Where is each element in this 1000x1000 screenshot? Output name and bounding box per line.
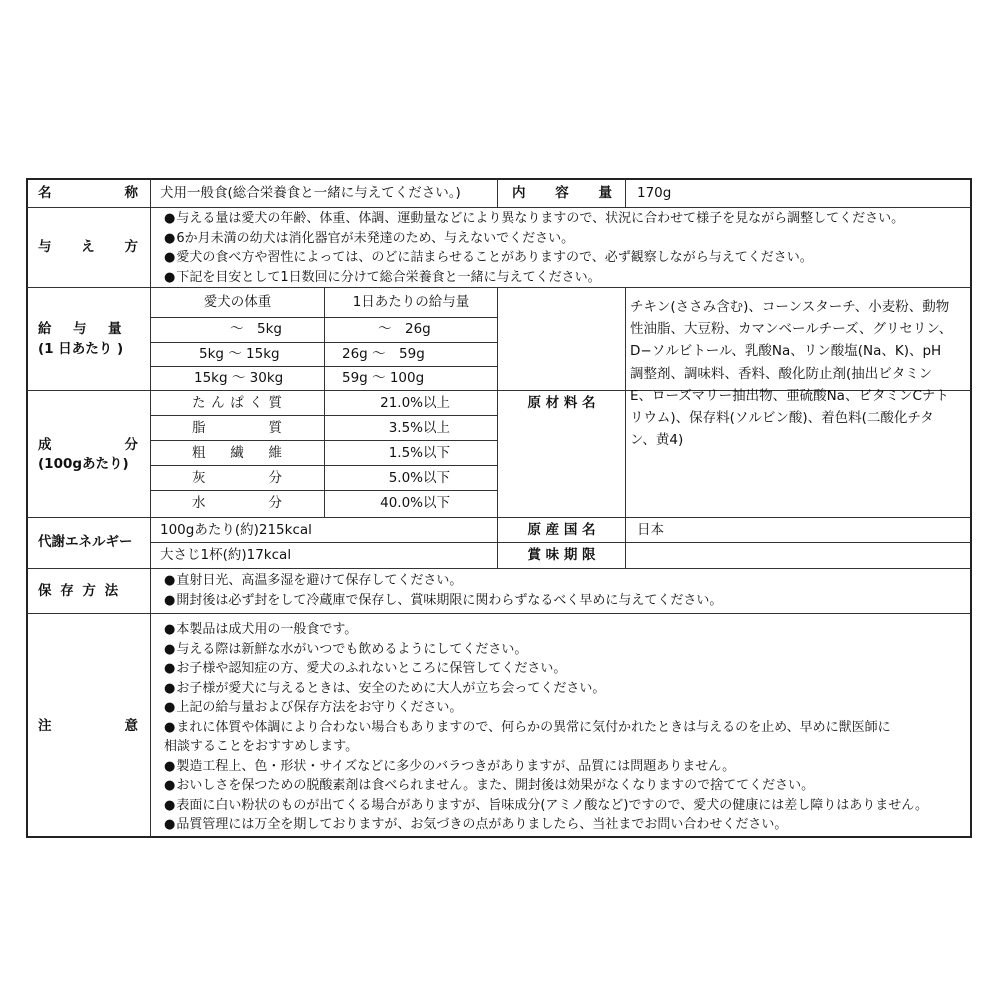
amount-header: 1日あたりの給与量 xyxy=(352,294,470,310)
ingredients-line: E、ローズマリー抽出物、亜硫酸Na、ビタミンCナト xyxy=(630,387,949,404)
amount-cell: 26g 〜 59g xyxy=(342,346,425,362)
origin-label: 原 産 国 名 xyxy=(527,522,596,538)
ingredients-line: チキン(ささみ含む)、コーンスターチ、小麦粉、動物 xyxy=(630,299,950,315)
caution-item-continuation: 相談することをおすすめします。 xyxy=(164,739,359,754)
nutrient-value: 21.0%以上 xyxy=(380,395,450,411)
feeding-method-item: ● 下記を目安として1日数回に分けて総合栄養食と一緒に与えてください。 xyxy=(164,268,601,288)
ingredients-line: 性油脂、大豆粉、カマンベールチーズ、グリセリン、 xyxy=(630,321,953,338)
nutrient-name: 粗 繊 維 xyxy=(192,445,282,461)
ingredients-line: ン、黄4) xyxy=(630,432,684,449)
nutrient-name: 水 分 xyxy=(192,495,282,511)
col-divider xyxy=(324,287,325,517)
col-divider xyxy=(497,179,498,208)
weight-cell: 〜 5kg xyxy=(230,321,282,337)
energy-per-100g: 100gあたり(約)215kcal xyxy=(160,522,312,538)
feeding-method-label: 与 え 方 xyxy=(38,239,138,255)
name-value: 犬用一般食(総合栄養食と一緒に与えてください。) xyxy=(160,185,461,201)
caution-item: ● 上記の給与量および保存方法をお守りください。 xyxy=(164,698,462,718)
caution-item: ● 製造工程上、色・形状・サイズなどに多少のバラつきがありますが、品質には問題ありません。 xyxy=(164,757,735,777)
nutrient-value: 3.5%以上 xyxy=(388,420,450,436)
nutrient-name: た ん ぱ く 質 xyxy=(192,395,282,411)
nutrient-name: 灰 分 xyxy=(192,470,282,486)
weight-cell: 5kg 〜 15kg xyxy=(199,346,280,362)
weight-cell: 15kg 〜 30kg xyxy=(194,370,284,386)
weight-header: 愛犬の体重 xyxy=(203,294,272,310)
caution-item: ● 表面に白い粉状のものが出てくる場合がありますが、旨味成分(アミノ酸など)ですので、愛犬の健康には差し障りはありません。 xyxy=(164,796,928,816)
best-before-label: 賞 味 期 限 xyxy=(527,547,596,563)
energy-label: 代謝エネルギー xyxy=(38,534,133,550)
ingredients-list xyxy=(630,296,970,451)
caution-item: ● 与える際は新鮮な水がいつでも飲めるようにしてください。 xyxy=(164,640,527,660)
row-divider xyxy=(27,207,971,208)
row-divider xyxy=(27,568,971,569)
row-divider xyxy=(27,517,971,518)
row-divider xyxy=(27,613,971,614)
storage-item: ● 開封後は必ず封をして冷蔵庫で保存し、賞味期限に関わらずなるべく早めに与えてください。 xyxy=(164,591,722,611)
caution-item: ● まれに体質や体調により合わない場合もありますので、何らかの異常に気付かれたときは与えるのを止め、早めに獣医師に xyxy=(164,718,891,738)
ingredients-line: 調整剤、調味料、香料、酸化防止剤(抽出ビタミン xyxy=(630,365,933,382)
caution-item: ● お子様や認知症の方、愛犬のふれないところに保管してください。 xyxy=(164,659,566,679)
ingredients-line: リウム)、保存料(ソルビン酸)、着色料(二酸化チタ xyxy=(630,410,934,427)
feeding-method-item: ● 6か月未満の幼犬は消化器官が未発達のため、与えないでください。 xyxy=(164,229,574,249)
caution-item: ● 品質管理には万全を期しておりますが、お気づきの点がありましたら、当社までお問い合わせください。 xyxy=(164,815,787,835)
amount-cell: 59g 〜 100g xyxy=(342,370,425,386)
feeding-method-item: ● 愛犬の食べ方や習性によっては、のどに詰まらせることがありますので、必ず観察しながら与えてください。 xyxy=(164,248,813,268)
origin-value: 日本 xyxy=(637,522,664,538)
storage-label: 保 存 方 法 xyxy=(38,583,121,599)
nutrient-value: 40.0%以下 xyxy=(380,495,450,511)
energy-per-tablespoon: 大さじ1杯(約)17kcal xyxy=(160,547,292,563)
composition-label: 成 分 xyxy=(38,437,138,453)
row-divider xyxy=(150,542,971,543)
row-divider xyxy=(27,287,971,288)
nutrient-value: 5.0%以下 xyxy=(388,470,450,486)
nutrient-value: 1.5%以下 xyxy=(388,445,450,461)
feeding-amount-sublabel: (1 日あたり ) xyxy=(38,341,124,357)
ingredients-line: D−ソルビトール、乳酸Na、リン酸塩(Na、K)、pH xyxy=(630,343,942,360)
caution-item: ● おいしさを保つための脱酸素剤は食べられません。また、開封後は効果がなくなりますので捨ててください。 xyxy=(164,776,814,796)
ingredients-label: 原 材 料 名 xyxy=(527,395,596,411)
amount-cell: 〜 26g xyxy=(378,321,431,337)
composition-sublabel: (100gあたり) xyxy=(38,456,129,472)
caution-item: ● 本製品は成犬用の一般食です。 xyxy=(164,620,357,640)
feeding-amount-label: 給 与 量 xyxy=(38,321,126,337)
feeding-method-item: ● 与える量は愛犬の年齢、体重、体調、運動量などにより異なりますので、状況に合わせて様子を見ながら調整してください。 xyxy=(164,209,904,229)
name-label: 名 称 xyxy=(38,185,138,201)
col-divider xyxy=(625,179,626,208)
col-divider xyxy=(625,287,626,569)
col-divider xyxy=(150,179,151,837)
content-label: 内 容 量 xyxy=(512,185,612,201)
nutrient-name: 脂 質 xyxy=(192,420,282,436)
caution-label: 注 意 xyxy=(38,718,138,734)
storage-item: ● 直射日光、高温多湿を避けて保存してください。 xyxy=(164,571,462,591)
caution-item: ● お子様が愛犬に与えるときは、安全のために大人が立ち会ってください。 xyxy=(164,679,605,699)
content-value: 170g xyxy=(637,185,672,201)
